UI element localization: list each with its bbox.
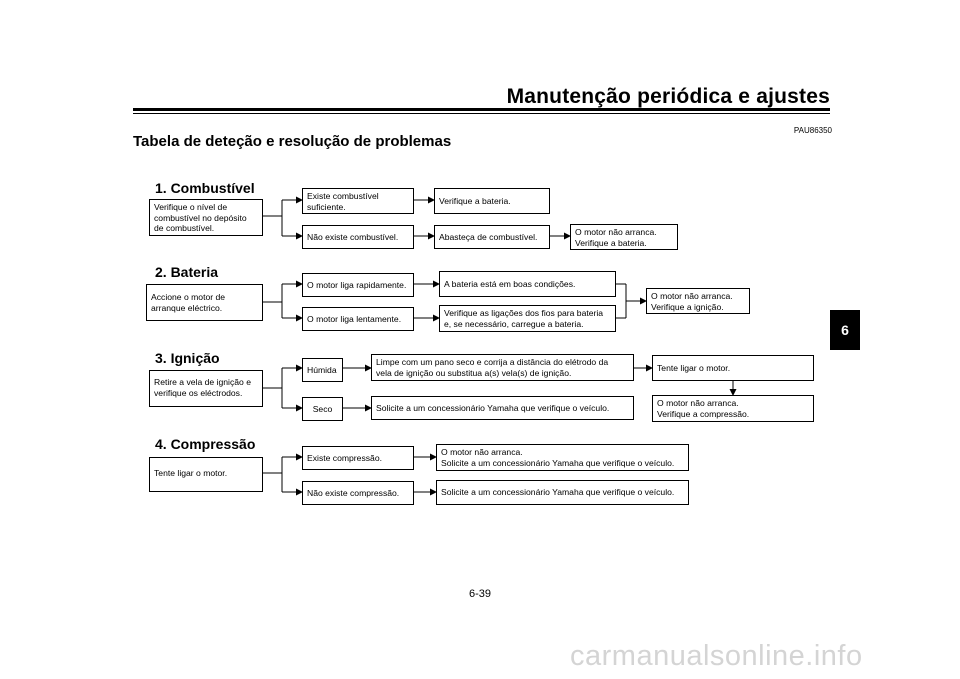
compressao-no-result-box: Solicite a um concessionário Yamaha que verifique o veículo. [436, 480, 689, 505]
bateria-final-box: O motor não arranca. Verifique a ignição. [646, 288, 750, 314]
section-title: Tabela de deteção e resolução de problemas [133, 133, 452, 150]
ignicao-wet-box: Húmida [302, 358, 343, 382]
bateria-fast-box: O motor liga rapidamente. [302, 273, 414, 297]
watermark: carmanualsonline.info [570, 640, 863, 672]
combustivel-start-box: Verifique o nível de combustível no depósito de combustível. [149, 199, 263, 236]
page-title: Manutenção periódica e ajustes [506, 85, 830, 108]
combustivel-yes-result-box: Verifique a bateria. [434, 188, 550, 214]
heading-compressao: 4. Compressão [155, 436, 256, 452]
compressao-yes-result-box: O motor não arranca. Solicite a um concessionário Yamaha que verifique o veículo. [436, 444, 689, 471]
ignicao-wet-result-box: Tente ligar o motor. [652, 355, 814, 381]
combustivel-yes-box: Existe combustível suficiente. [302, 188, 414, 214]
heading-combustivel: 1. Combustível [155, 180, 255, 196]
document-code: PAU86350 [793, 126, 832, 135]
combustivel-no-box: Não existe combustível. [302, 225, 414, 249]
ignicao-wet-final-box: O motor não arranca. Verifique a compressão. [652, 395, 814, 422]
bateria-fast-result-box: A bateria está em boas condições. [439, 271, 616, 297]
bateria-slow-box: O motor liga lentamente. [302, 307, 414, 331]
heading-ignicao: 3. Ignição [155, 350, 220, 366]
bateria-start-box: Accione o motor de arranque eléctrico. [146, 284, 263, 321]
combustivel-no-result-box: O motor não arranca. Verifique a bateria. [570, 224, 678, 250]
ignicao-start-box: Retire a vela de ignição e verifique os eléctrodos. [149, 370, 263, 407]
chapter-tab: 6 [830, 310, 860, 350]
ignicao-dry-box: Seco [302, 397, 343, 421]
ignicao-wet-action-box: Limpe com um pano seco e corrija a distância do elétrodo da vela de ignição ou substitua a(s) vela(s) de ignição. [371, 354, 634, 381]
combustivel-no-action-box: Abasteça de combustível. [434, 225, 550, 249]
ignicao-dry-action-box: Solicite a um concessionário Yamaha que verifique o veículo. [371, 396, 634, 420]
bateria-slow-action-box: Verifique as ligações dos fios para bateria e, se necessário, carregue a bateria. [439, 305, 616, 332]
compressao-yes-box: Existe compressão. [302, 446, 414, 470]
compressao-start-box: Tente ligar o motor. [149, 457, 263, 492]
page-number: 6-39 [468, 588, 492, 600]
heading-bateria: 2. Bateria [155, 264, 219, 280]
compressao-no-box: Não existe compressão. [302, 481, 414, 505]
